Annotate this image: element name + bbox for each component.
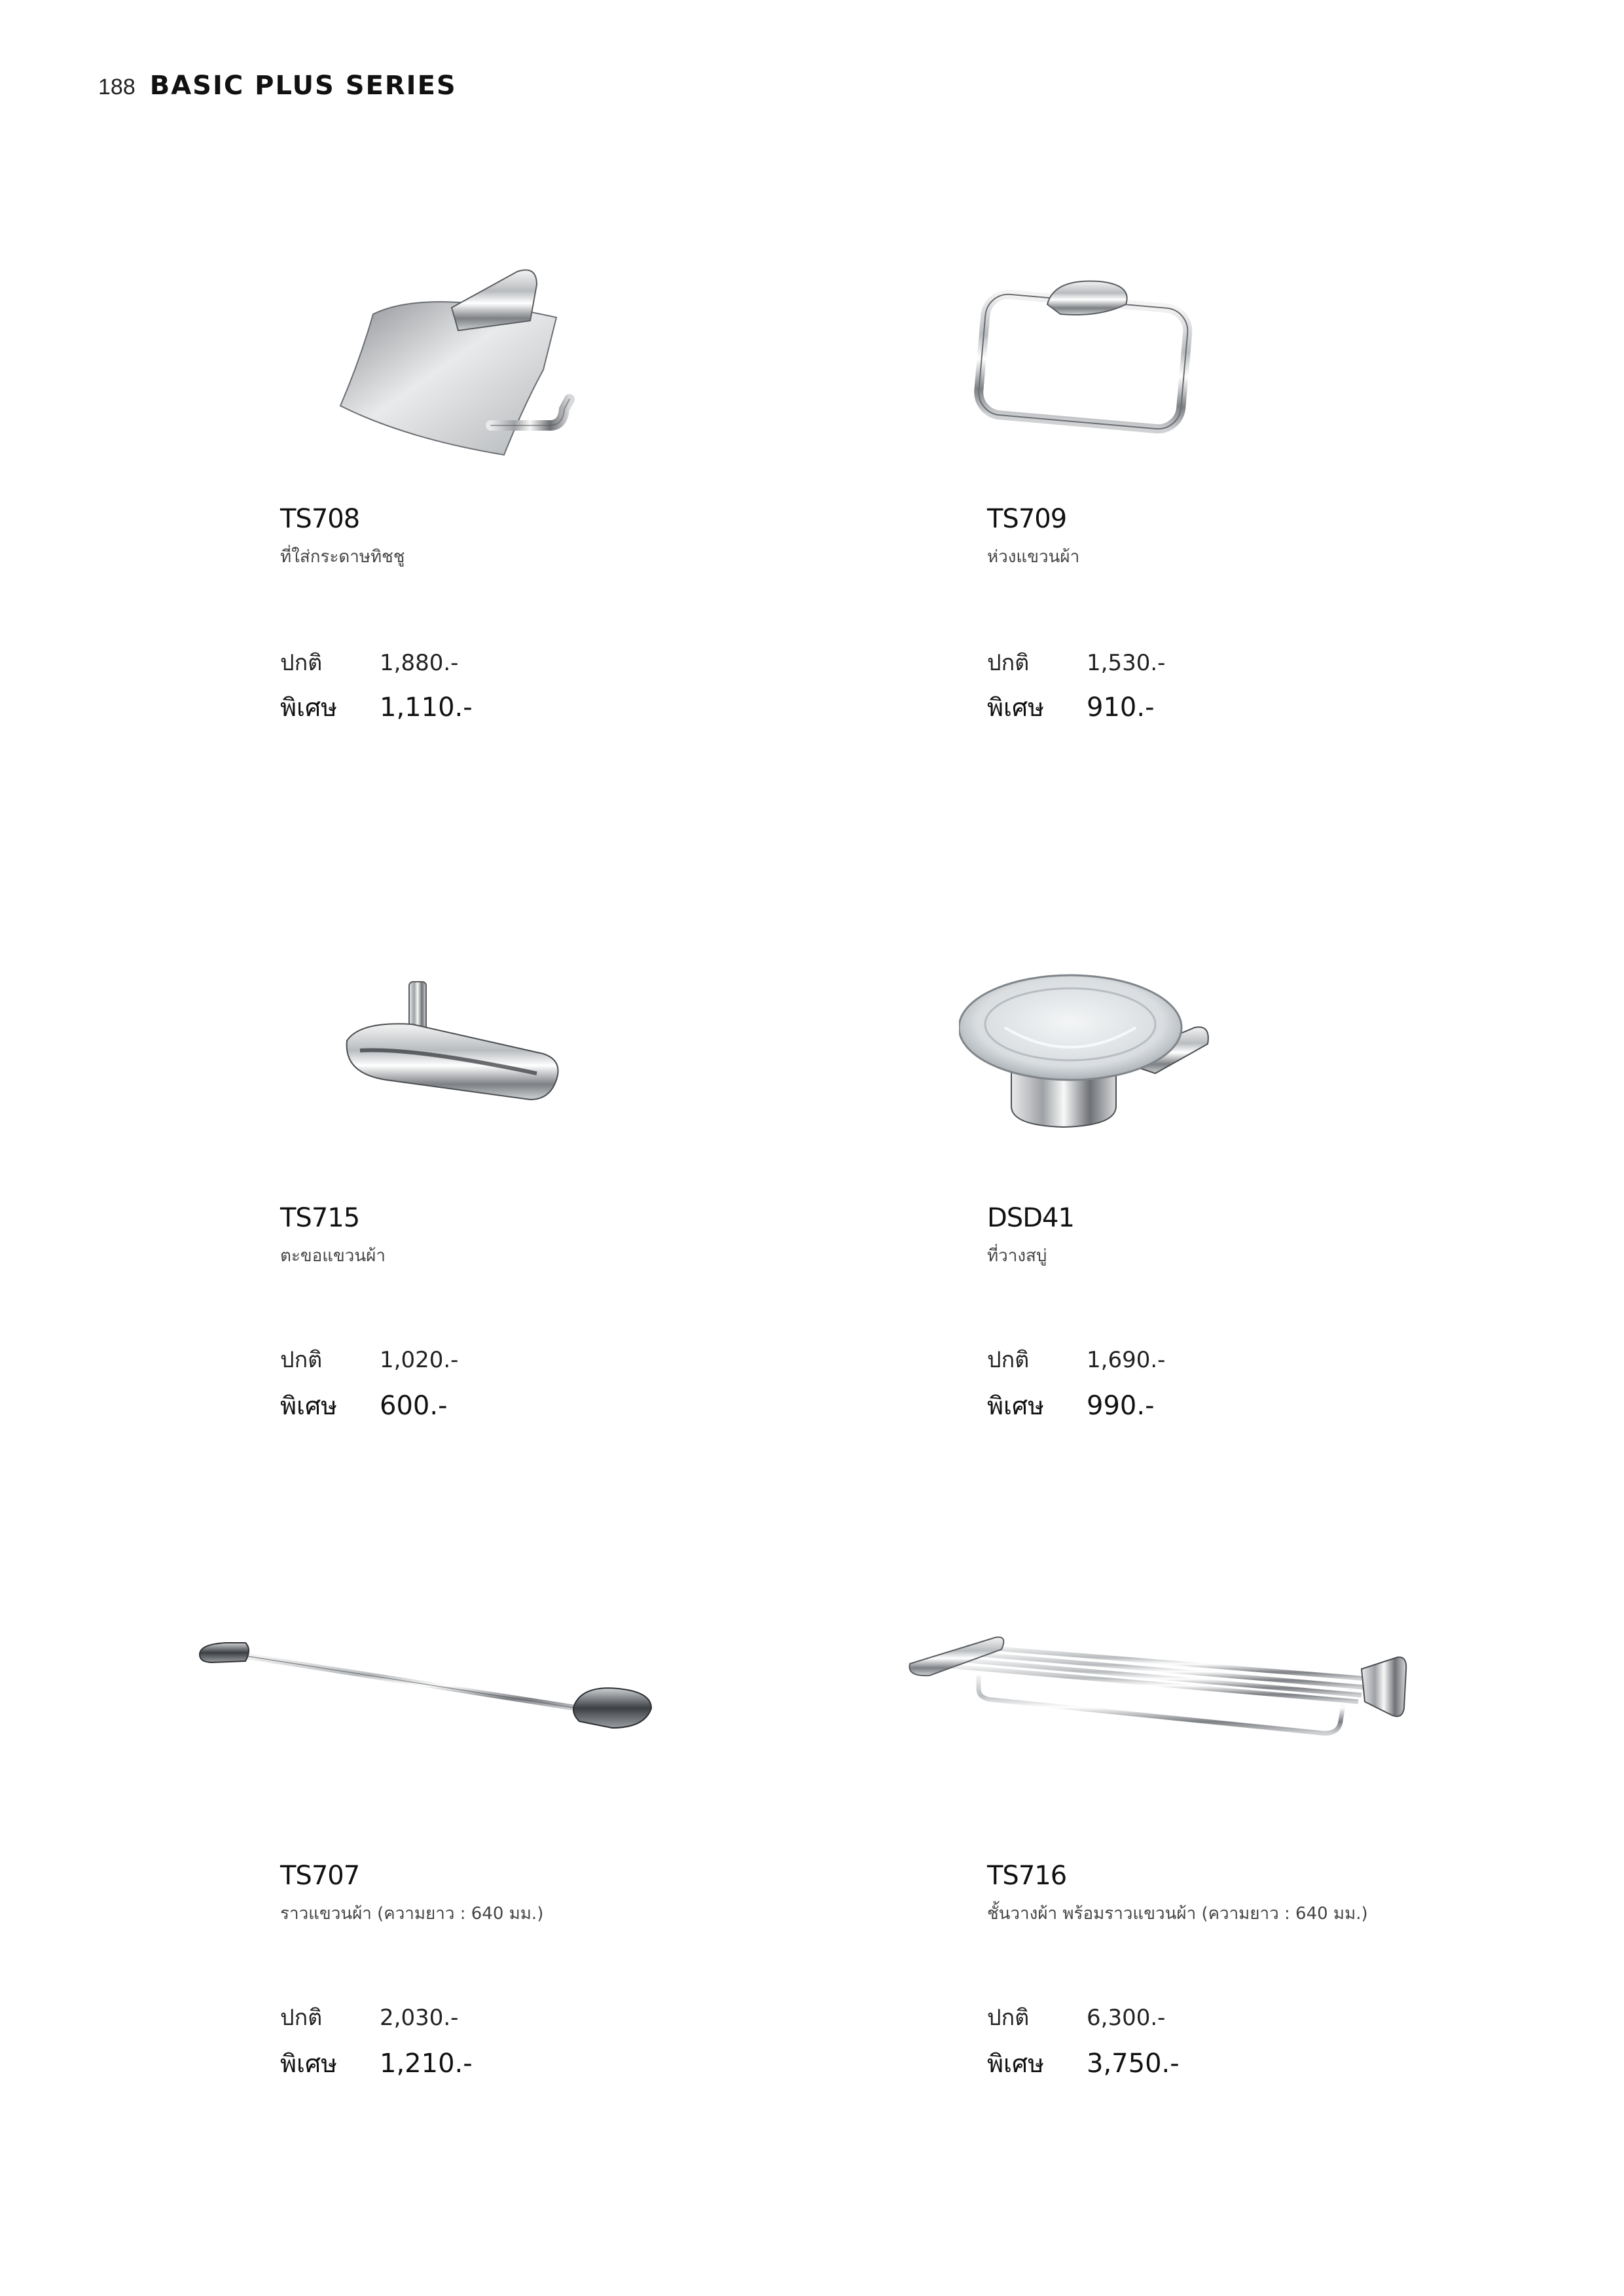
towel-bar-image	[193, 1630, 658, 1748]
product-description: ราวแขวนผ้า (ความยาว : 640 มม.)	[280, 1904, 544, 1924]
special-price: 1,110.-	[380, 692, 473, 723]
page-number: 188	[98, 75, 135, 99]
special-price-row	[280, 1386, 448, 1426]
product-description: ที่ใส่กระดาษทิชชู	[280, 547, 405, 567]
normal-price-label: ปกติ	[987, 650, 1030, 676]
normal-price-label: ปกติ	[987, 1347, 1030, 1373]
special-price-row	[280, 687, 473, 727]
towel-shelf-image	[903, 1630, 1414, 1761]
product-code: TS716	[987, 1861, 1067, 1891]
special-price-label: พิเศษ	[987, 2049, 1045, 2078]
product-description: ห่วงแขวนผ้า	[987, 547, 1080, 567]
special-price: 600.-	[380, 1391, 448, 1421]
special-price-label: พิเศษ	[280, 693, 338, 722]
product-code: TS707	[280, 1861, 360, 1891]
normal-price-label: ปกติ	[280, 2005, 323, 2031]
special-price: 910.-	[1087, 692, 1155, 723]
product-code: TS709	[987, 504, 1067, 534]
product-description: ตะขอแขวนผ้า	[280, 1246, 386, 1266]
toilet-paper-holder-image	[327, 262, 589, 471]
normal-price-row	[280, 1342, 458, 1377]
special-price-row	[987, 2043, 1180, 2083]
normal-price-label: ปกติ	[280, 1347, 323, 1373]
special-price-label: พิเศษ	[987, 1391, 1045, 1420]
normal-price-label: ปกติ	[987, 2005, 1030, 2031]
normal-price-row	[987, 645, 1165, 680]
special-price-label: พิเศษ	[280, 2049, 338, 2078]
normal-price-row	[280, 645, 458, 680]
product-code: TS708	[280, 504, 360, 534]
product-code: TS715	[280, 1203, 360, 1233]
soap-dish-image	[959, 962, 1221, 1132]
towel-ring-image	[969, 268, 1198, 445]
special-price-label: พิเศษ	[987, 693, 1045, 722]
normal-price: 1,690.-	[1087, 1347, 1166, 1373]
normal-price: 1,530.-	[1087, 650, 1166, 676]
normal-price-row	[987, 2000, 1165, 2035]
special-price-row	[280, 2043, 473, 2083]
robe-hook-image	[334, 969, 569, 1113]
normal-price-row	[987, 1342, 1165, 1377]
normal-price-row	[280, 2000, 458, 2035]
normal-price: 1,880.-	[380, 650, 459, 676]
special-price: 990.-	[1087, 1391, 1155, 1421]
product-description: ชั้นวางผ้า พร้อมราวแขวนผ้า (ความยาว : 640 มม.)	[987, 1904, 1368, 1924]
product-description: ที่วางสบู่	[987, 1246, 1047, 1266]
series-title: BASIC PLUS SERIES	[149, 71, 457, 101]
normal-price: 2,030.-	[380, 2005, 459, 2031]
product-code: DSD41	[987, 1203, 1074, 1233]
normal-price: 1,020.-	[380, 1347, 459, 1373]
special-price-row	[987, 687, 1155, 727]
special-price-label: พิเศษ	[280, 1391, 338, 1420]
page-header	[98, 71, 457, 101]
special-price-row	[987, 1386, 1155, 1426]
special-price: 3,750.-	[1087, 2049, 1180, 2079]
normal-price-label: ปกติ	[280, 650, 323, 676]
special-price: 1,210.-	[380, 2049, 473, 2079]
normal-price: 6,300.-	[1087, 2005, 1166, 2031]
